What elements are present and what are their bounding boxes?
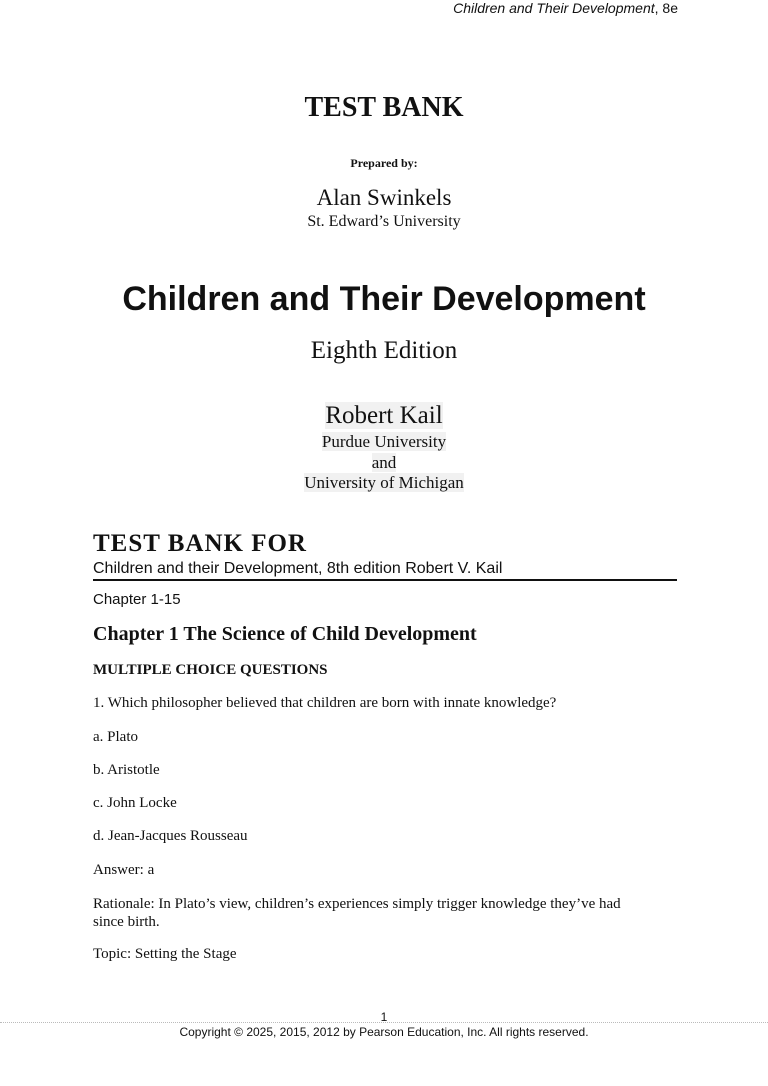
running-header-title: Children and Their Development — [453, 0, 655, 16]
horizontal-rule — [93, 579, 677, 581]
author-affiliation-2 — [0, 473, 768, 493]
test-bank-title: TEST BANK — [304, 92, 464, 123]
page-number: 1 — [380, 1010, 388, 1024]
affiliation-1-text: Purdue University — [321, 432, 447, 451]
prepared-by-label: Prepared by: — [350, 156, 418, 170]
mcq-heading: MULTIPLE CHOICE QUESTIONS — [93, 662, 328, 678]
test-bank-for-heading: TEST BANK FOR — [93, 530, 307, 557]
author-affiliation-1 — [0, 432, 768, 452]
option-d: d. Jean-Jacques Rousseau — [93, 828, 248, 844]
option-c: c. John Locke — [93, 795, 177, 811]
question-text: 1. Which philosopher believed that children are born with innate knowledge? — [93, 695, 557, 711]
book-author — [0, 402, 768, 430]
preparer-university: St. Edward’s University — [307, 213, 461, 230]
option-a: a. Plato — [93, 729, 138, 745]
copyright-notice: Copyright © 2025, 2015, 2012 by Pearson Education, Inc. All rights reserved. — [179, 1025, 589, 1039]
affiliation-2-text: University of Michigan — [304, 473, 464, 492]
edition-label: Eighth Edition — [310, 337, 458, 364]
option-b: b. Aristotle — [93, 762, 160, 778]
page-separator — [0, 1022, 768, 1023]
chapter-range: Chapter 1-15 — [93, 591, 181, 608]
book-title: Children and Their Development — [122, 280, 646, 318]
author-affiliation-join — [0, 453, 768, 473]
chapter-heading: Chapter 1 The Science of Child Development — [93, 623, 477, 645]
preparer-name: Alan Swinkels — [316, 185, 452, 210]
book-author-name: Robert Kail — [325, 402, 443, 429]
topic-text: Topic: Setting the Stage — [93, 946, 237, 962]
test-bank-subtitle: Children and their Development, 8th edition Robert V. Kail — [93, 560, 503, 577]
affiliation-join-text: and — [371, 453, 397, 472]
rationale-text: Rationale: In Plato’s view, children’s experiences simply trigger knowledge they’ve had since birth. — [93, 896, 621, 930]
running-header — [453, 0, 678, 16]
running-header-edition: , 8e — [654, 0, 678, 16]
answer-text: Answer: a — [93, 862, 155, 878]
